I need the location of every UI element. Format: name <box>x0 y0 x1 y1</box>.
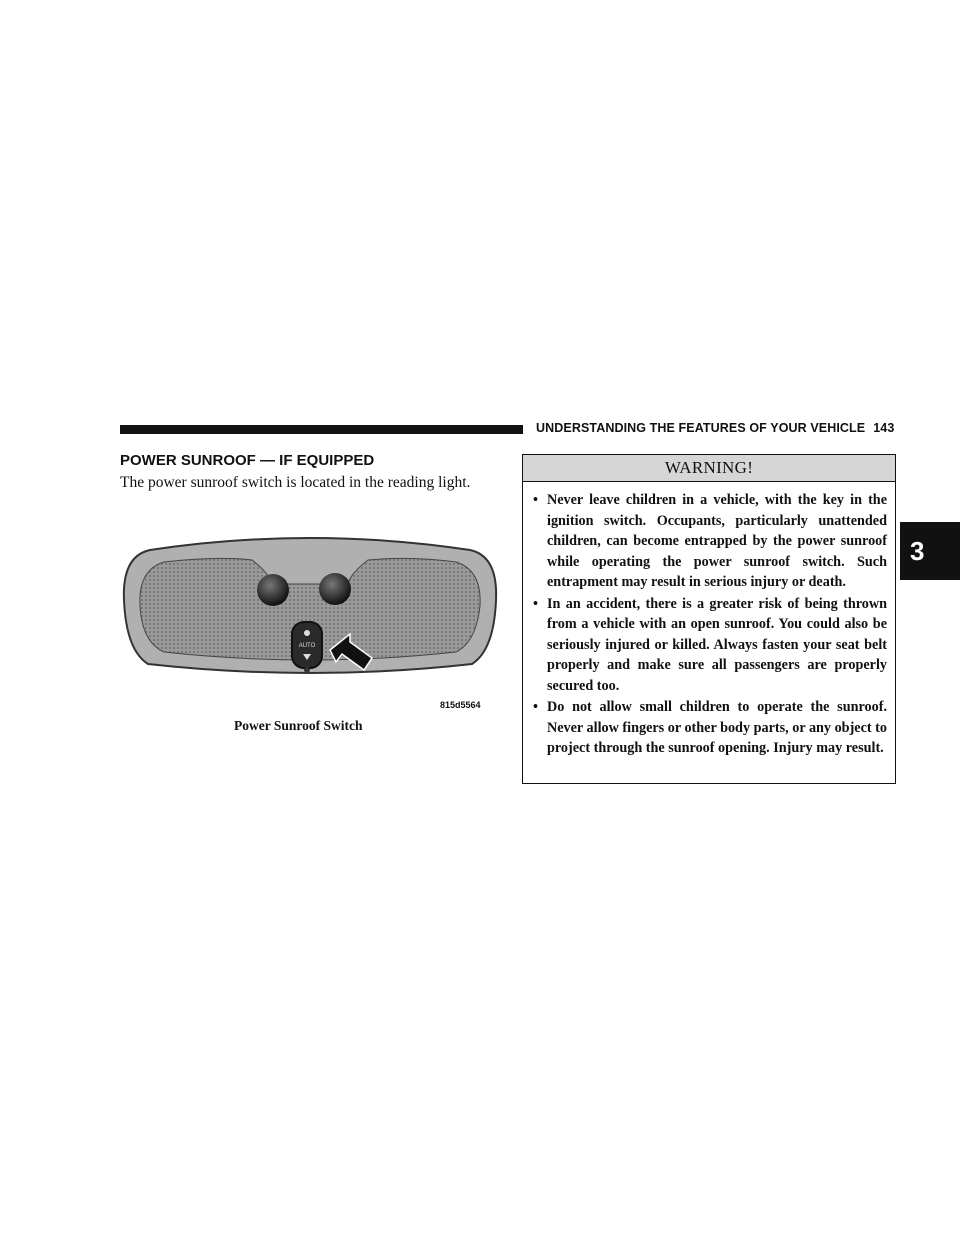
right-light-knob <box>319 573 351 605</box>
chapter-tab: 3 <box>900 522 960 580</box>
warning-item: • Do not allow small children to operate the sunroof. Never allow fingers or other body parts, or any object to project through the sunroof opening. Injury may result. <box>533 699 887 756</box>
figure-caption: Power Sunroof Switch <box>234 718 363 733</box>
header-rule <box>120 425 523 434</box>
section-title: POWER SUNROOF — IF EQUIPPED <box>120 452 375 469</box>
running-title: UNDERSTANDING THE FEATURES OF YOUR VEHICLE <box>536 421 866 435</box>
warning-item: • Never leave children in a vehicle, with the key in the ignition switch. Occupants, particularly unattended children, can become entrapped by the power sunroof while operating the power sunroof switch. Such entrapment may result in serious injury or death. <box>533 492 887 590</box>
page-number: 143 <box>873 421 895 435</box>
figure-id: 815d5564 <box>440 700 481 710</box>
warning-title: WARNING! <box>523 455 895 482</box>
warning-list <box>523 482 895 759</box>
svg-text:AUTO: AUTO <box>298 643 316 649</box>
warning-box <box>522 454 896 784</box>
warning-item: • In an accident, there is a greater risk of being thrown from a vehicle with an open sunroof. You could also be seriously injured or killed. Always fasten your seat belt properly and make sure all passengers are properly secured too. <box>533 595 887 694</box>
left-light-knob <box>257 574 289 606</box>
bullet-icon: • <box>533 492 538 508</box>
sunroof-switch-illustration <box>120 530 500 710</box>
running-head <box>536 421 896 435</box>
bullet-icon: • <box>533 595 538 612</box>
intro-paragraph: The power sunroof switch is located in the reading light. <box>120 474 471 491</box>
bullet-icon: • <box>533 699 538 715</box>
